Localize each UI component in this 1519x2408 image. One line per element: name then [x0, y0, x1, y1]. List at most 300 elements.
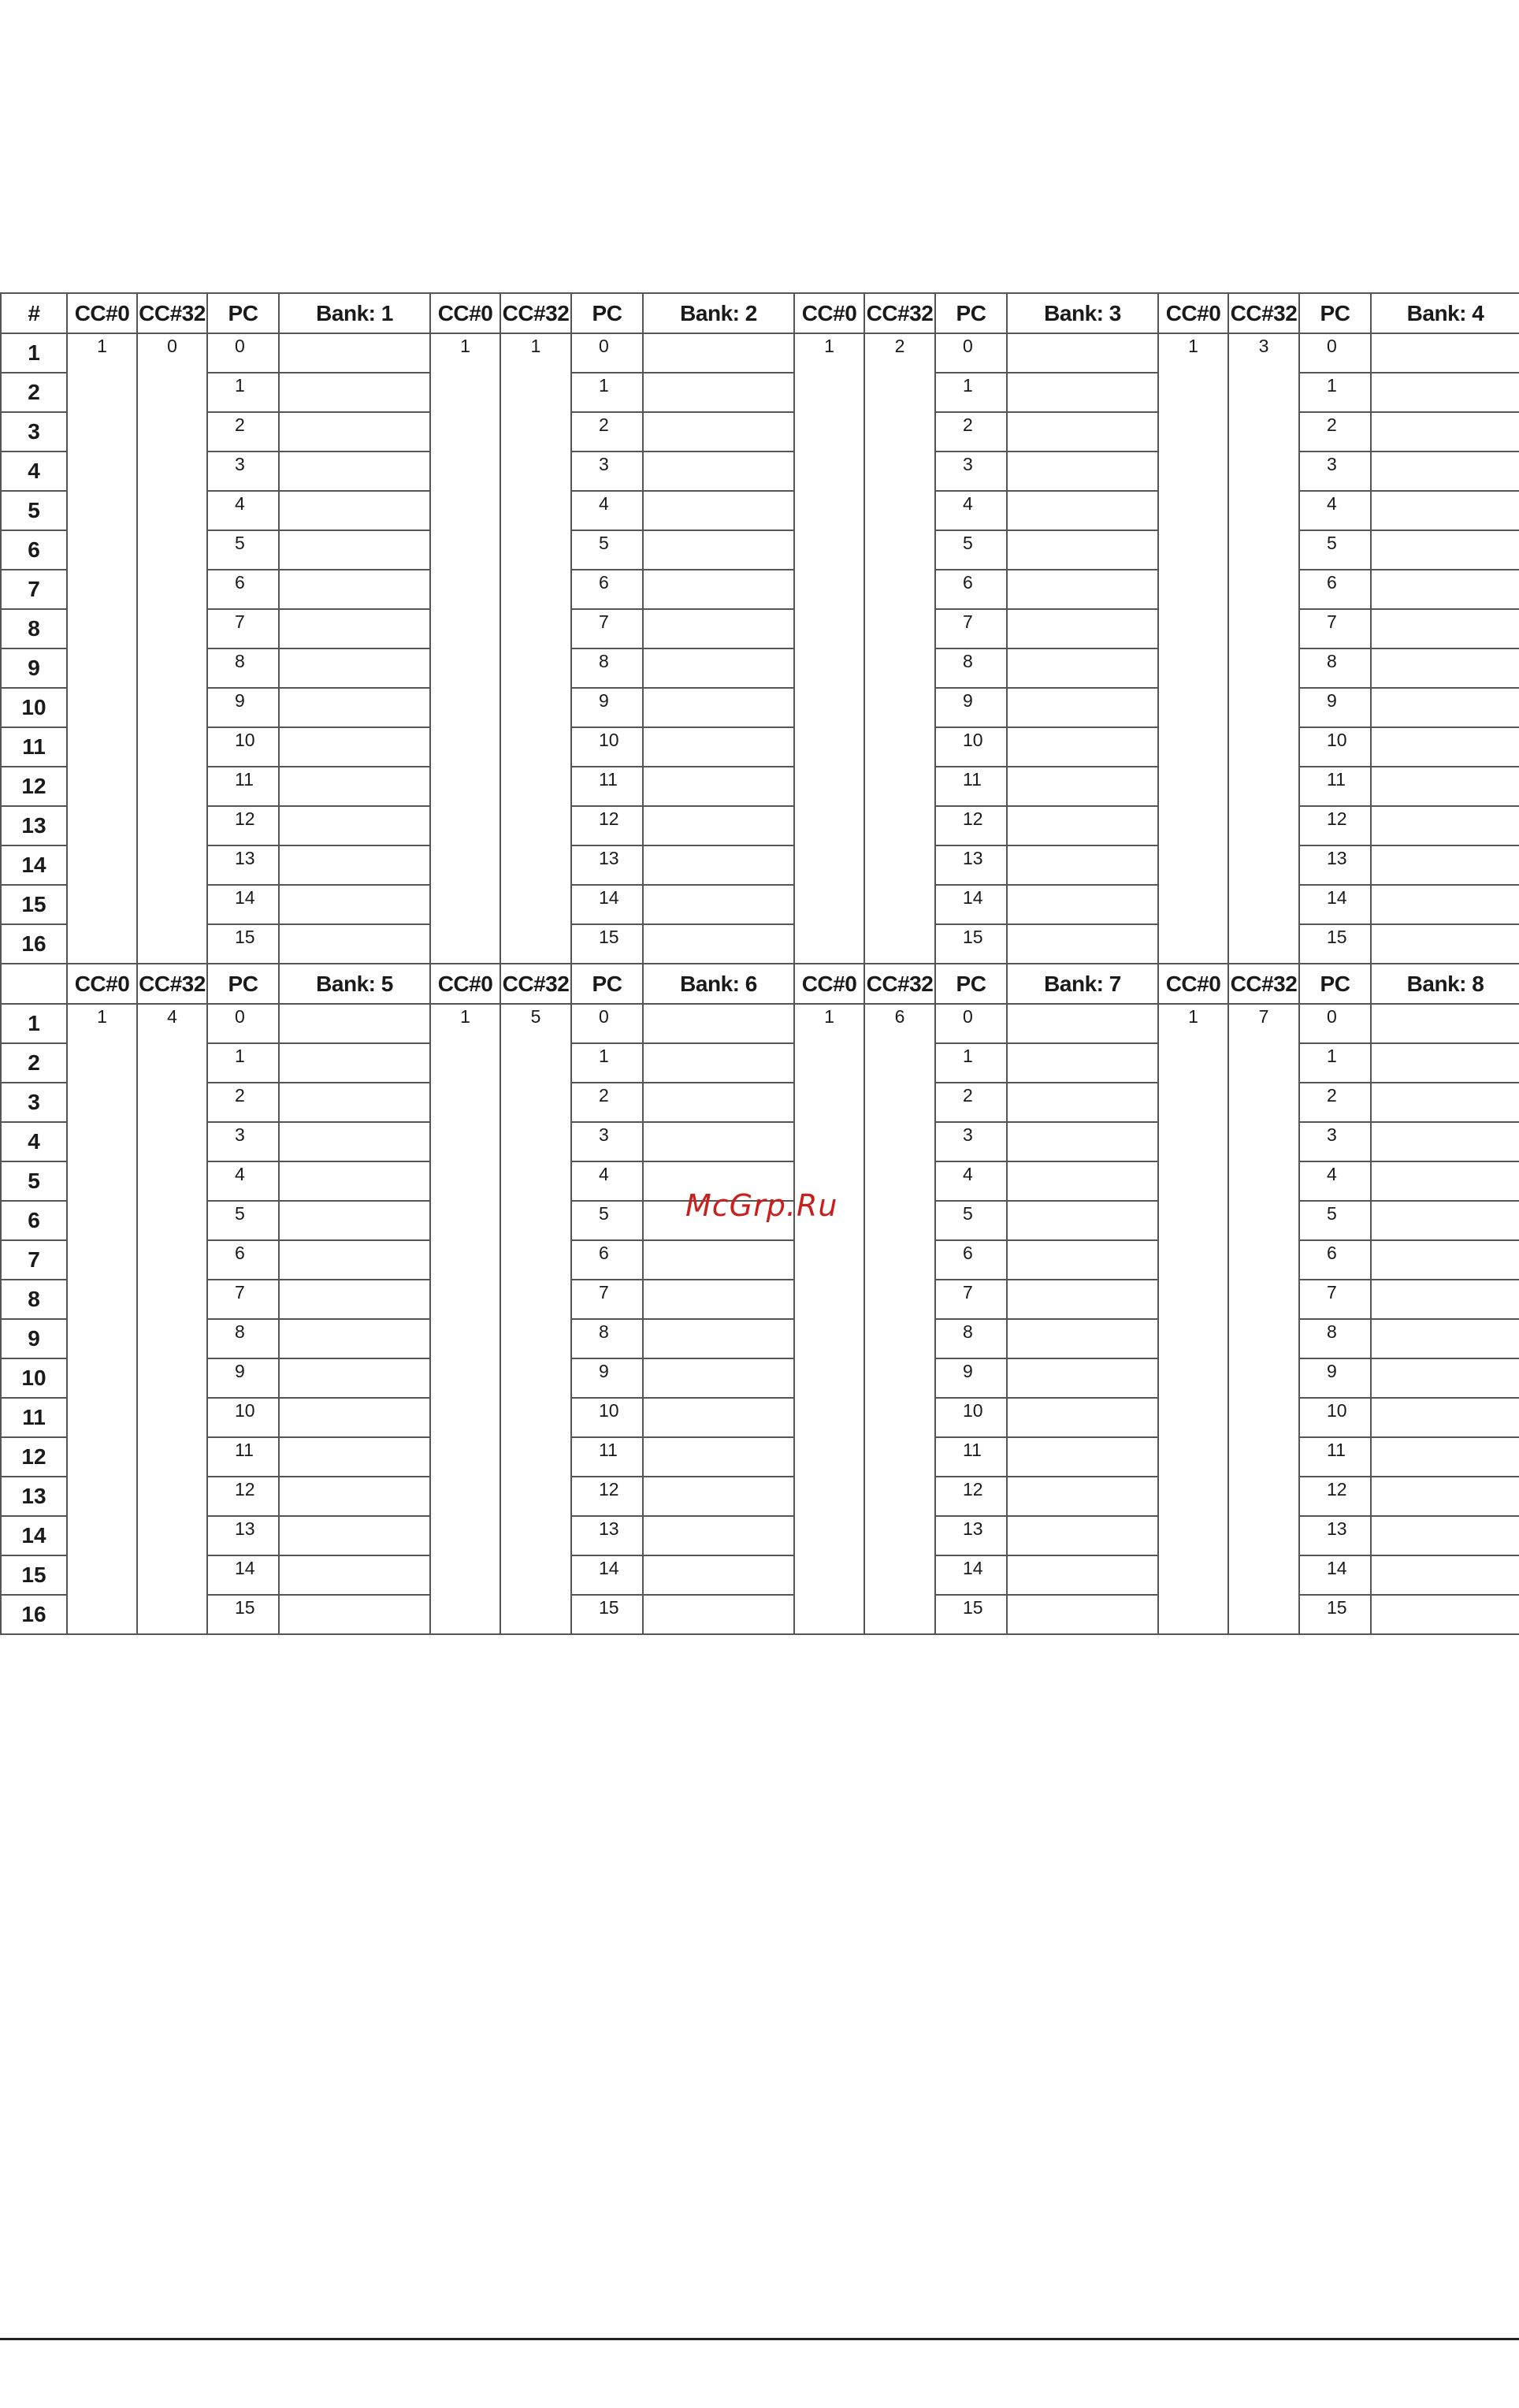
program-name-cell[interactable]	[1371, 1595, 1519, 1634]
cc32-value	[137, 530, 207, 570]
cc0-value	[67, 688, 137, 727]
pc-value: 0	[571, 1004, 643, 1043]
program-name-cell[interactable]	[1371, 373, 1519, 412]
program-name-cell[interactable]	[1371, 609, 1519, 648]
program-name-cell[interactable]	[643, 885, 794, 924]
cc0-value	[794, 727, 864, 767]
program-name-cell[interactable]	[1007, 1240, 1158, 1280]
program-name-cell[interactable]	[1007, 609, 1158, 648]
cc0-value	[1158, 1240, 1228, 1280]
cc0-value	[67, 648, 137, 688]
cc32-value	[1228, 806, 1299, 845]
cc32-value	[864, 1122, 935, 1161]
program-name-cell[interactable]	[279, 1398, 430, 1437]
pc-value: 6	[935, 1240, 1007, 1280]
pc-value: 4	[207, 1161, 279, 1201]
program-name-cell[interactable]	[1371, 1358, 1519, 1398]
program-name-cell[interactable]	[279, 885, 430, 924]
cc32-value	[500, 373, 571, 412]
cc32-value	[1228, 1595, 1299, 1634]
program-name-cell[interactable]	[643, 924, 794, 964]
program-name-cell[interactable]	[1371, 688, 1519, 727]
cc0-value	[430, 806, 500, 845]
pc-value: 10	[571, 727, 643, 767]
program-name-cell[interactable]	[643, 767, 794, 806]
program-name-cell[interactable]	[1007, 1437, 1158, 1477]
cc0-value	[67, 491, 137, 530]
program-name-cell[interactable]	[643, 570, 794, 609]
program-name-cell[interactable]	[1007, 412, 1158, 452]
cc32-value	[1228, 727, 1299, 767]
program-name-cell[interactable]	[279, 845, 430, 885]
program-name-cell[interactable]	[643, 609, 794, 648]
pc-value: 3	[207, 1122, 279, 1161]
program-name-cell[interactable]	[1007, 452, 1158, 491]
cc32-value	[1228, 1319, 1299, 1358]
program-name-cell[interactable]	[279, 530, 430, 570]
program-name-cell[interactable]	[1007, 924, 1158, 964]
pc-value: 3	[571, 1122, 643, 1161]
program-name-cell[interactable]	[643, 530, 794, 570]
program-name-cell[interactable]	[643, 688, 794, 727]
cc0-value	[794, 1122, 864, 1161]
program-name-cell[interactable]	[1007, 333, 1158, 373]
program-name-cell[interactable]	[1007, 1043, 1158, 1083]
pc-value: 1	[207, 373, 279, 412]
cc32-value	[500, 530, 571, 570]
cc0-value	[67, 1122, 137, 1161]
bank-label-header: Bank: 5	[279, 964, 430, 1004]
cc32-value	[500, 648, 571, 688]
pc-value: 4	[1299, 1161, 1371, 1201]
cc0-value	[794, 1043, 864, 1083]
cc32-value	[137, 1280, 207, 1319]
program-name-cell[interactable]	[1371, 1319, 1519, 1358]
program-name-cell[interactable]	[279, 1043, 430, 1083]
program-name-cell[interactable]	[279, 452, 430, 491]
program-name-cell[interactable]	[1371, 1122, 1519, 1161]
cc32-value	[864, 1477, 935, 1516]
cc0-value	[67, 609, 137, 648]
program-name-cell[interactable]	[643, 845, 794, 885]
pc-value: 8	[207, 1319, 279, 1358]
table-row	[1, 333, 1519, 373]
cc32-value	[864, 1358, 935, 1398]
cc32-value	[1228, 1555, 1299, 1595]
program-name-cell[interactable]	[279, 1319, 430, 1358]
program-name-cell[interactable]	[1007, 727, 1158, 767]
cc32-value	[1228, 1516, 1299, 1555]
program-name-cell[interactable]	[279, 412, 430, 452]
section-header-row	[1, 293, 1519, 333]
program-name-cell[interactable]	[643, 1319, 794, 1358]
program-name-cell[interactable]	[279, 1004, 430, 1043]
cc0-value	[67, 1043, 137, 1083]
pc-value: 12	[207, 806, 279, 845]
pc-value: 14	[207, 885, 279, 924]
cc0-value	[430, 1358, 500, 1398]
cc0-value	[430, 609, 500, 648]
program-name-cell[interactable]	[1371, 491, 1519, 530]
cc32-value	[137, 1358, 207, 1398]
pc-value: 9	[1299, 1358, 1371, 1398]
program-name-cell[interactable]	[1007, 1122, 1158, 1161]
program-name-cell[interactable]	[1007, 1595, 1158, 1634]
program-name-cell[interactable]	[643, 333, 794, 373]
pc-value: 8	[1299, 648, 1371, 688]
table-row	[1, 1240, 1519, 1280]
cc0-value	[67, 1437, 137, 1477]
program-name-cell[interactable]	[1007, 1201, 1158, 1240]
cc32-value	[1228, 767, 1299, 806]
cc32-value	[864, 1161, 935, 1201]
program-name-cell[interactable]	[1371, 806, 1519, 845]
pc-value: 13	[207, 1516, 279, 1555]
cc0-value	[67, 767, 137, 806]
cc32-value	[1228, 1358, 1299, 1398]
cc0-value	[1158, 1319, 1228, 1358]
cc0-value	[1158, 806, 1228, 845]
row-number: 10	[1, 1358, 67, 1398]
program-name-cell[interactable]	[279, 1477, 430, 1516]
cc32-value	[137, 1595, 207, 1634]
cc0-value	[1158, 1280, 1228, 1319]
cc0-value	[794, 845, 864, 885]
cc0-value	[1158, 727, 1228, 767]
table-row	[1, 570, 1519, 609]
pc-value: 8	[935, 1319, 1007, 1358]
pc-value: 10	[935, 1398, 1007, 1437]
pc-value: 9	[935, 1358, 1007, 1398]
cc32-value	[864, 845, 935, 885]
pc-header: PC	[571, 293, 643, 333]
program-name-cell[interactable]	[1371, 767, 1519, 806]
pc-value: 7	[571, 1280, 643, 1319]
row-number: 16	[1, 924, 67, 964]
program-name-cell[interactable]	[1371, 648, 1519, 688]
cc0-value	[67, 1161, 137, 1201]
cc0-value	[794, 1437, 864, 1477]
bank-label-header: Bank: 8	[1371, 964, 1519, 1004]
cc32-value	[864, 1319, 935, 1358]
program-name-cell[interactable]	[279, 767, 430, 806]
program-name-cell[interactable]	[1371, 1201, 1519, 1240]
pc-value: 1	[935, 1043, 1007, 1083]
cc32-value	[1228, 1398, 1299, 1437]
program-name-cell[interactable]	[643, 412, 794, 452]
program-name-cell[interactable]	[643, 1477, 794, 1516]
program-name-cell[interactable]	[643, 1437, 794, 1477]
cc0-value	[794, 1516, 864, 1555]
cc32-value	[500, 806, 571, 845]
cc32-value	[500, 1043, 571, 1083]
pc-value: 2	[207, 412, 279, 452]
program-name-cell[interactable]	[1007, 1004, 1158, 1043]
pc-value: 14	[935, 1555, 1007, 1595]
program-name-cell[interactable]	[279, 806, 430, 845]
program-name-cell[interactable]	[279, 1161, 430, 1201]
pc-value: 13	[1299, 845, 1371, 885]
program-name-cell[interactable]	[1007, 1358, 1158, 1398]
pc-value: 6	[935, 570, 1007, 609]
program-name-cell[interactable]	[643, 1516, 794, 1555]
row-number: 10	[1, 688, 67, 727]
row-number: 7	[1, 1240, 67, 1280]
pc-header: PC	[935, 293, 1007, 333]
table-row	[1, 491, 1519, 530]
program-name-cell[interactable]	[279, 1280, 430, 1319]
row-number: 8	[1, 1280, 67, 1319]
cc0-value	[1158, 412, 1228, 452]
program-name-cell[interactable]	[643, 1595, 794, 1634]
cc0-value: 1	[67, 1004, 137, 1043]
cc32-header: CC#32	[864, 293, 935, 333]
program-name-cell[interactable]	[643, 1555, 794, 1595]
cc0-value	[67, 373, 137, 412]
cc32-value	[500, 491, 571, 530]
program-name-cell[interactable]	[1371, 727, 1519, 767]
pc-value: 7	[1299, 1280, 1371, 1319]
cc0-value	[67, 1083, 137, 1122]
cc32-value	[137, 373, 207, 412]
table-row	[1, 609, 1519, 648]
program-name-cell[interactable]	[279, 1201, 430, 1240]
pc-value: 5	[207, 1201, 279, 1240]
cc0-value	[430, 1437, 500, 1477]
cc32-value	[1228, 530, 1299, 570]
cc0-value	[67, 845, 137, 885]
pc-value: 9	[207, 1358, 279, 1398]
cc0-header: CC#0	[67, 964, 137, 1004]
pc-value: 2	[207, 1083, 279, 1122]
program-name-cell[interactable]	[1371, 412, 1519, 452]
program-name-cell[interactable]	[1371, 885, 1519, 924]
pc-value: 15	[935, 924, 1007, 964]
cc32-value	[864, 412, 935, 452]
pc-value: 10	[1299, 1398, 1371, 1437]
cc32-value	[137, 885, 207, 924]
pc-value: 2	[571, 412, 643, 452]
table-row	[1, 530, 1519, 570]
row-number: 5	[1, 1161, 67, 1201]
pc-value: 13	[935, 1516, 1007, 1555]
cc32-value	[864, 1043, 935, 1083]
pc-value: 3	[571, 452, 643, 491]
program-name-cell[interactable]	[1371, 1398, 1519, 1437]
program-name-cell[interactable]	[643, 1083, 794, 1122]
program-name-cell[interactable]	[279, 333, 430, 373]
program-name-cell[interactable]	[1371, 1437, 1519, 1477]
cc32-value	[500, 727, 571, 767]
pc-value: 4	[207, 491, 279, 530]
cc0-value	[67, 1280, 137, 1319]
program-name-cell[interactable]	[279, 1516, 430, 1555]
pc-value: 1	[207, 1043, 279, 1083]
program-name-cell[interactable]	[1371, 1240, 1519, 1280]
program-name-cell[interactable]	[279, 1555, 430, 1595]
cc32-value	[1228, 491, 1299, 530]
program-name-cell[interactable]	[643, 806, 794, 845]
cc0-value	[430, 1595, 500, 1634]
cc32-value	[500, 688, 571, 727]
program-name-cell[interactable]	[1371, 1043, 1519, 1083]
program-name-cell[interactable]	[1007, 688, 1158, 727]
cc0-value	[67, 806, 137, 845]
program-name-cell[interactable]	[1371, 1516, 1519, 1555]
cc32-value	[1228, 648, 1299, 688]
pc-value: 5	[571, 1201, 643, 1240]
cc32-value: 0	[137, 333, 207, 373]
pc-value: 8	[571, 1319, 643, 1358]
program-name-cell[interactable]	[1007, 885, 1158, 924]
program-name-cell[interactable]	[643, 648, 794, 688]
cc0-value	[67, 1516, 137, 1555]
cc32-value	[500, 885, 571, 924]
pc-value: 13	[571, 1516, 643, 1555]
program-name-cell[interactable]	[279, 1122, 430, 1161]
cc32-header: CC#32	[500, 964, 571, 1004]
cc0-value	[794, 412, 864, 452]
program-name-cell[interactable]	[1371, 1555, 1519, 1595]
program-name-cell[interactable]	[643, 373, 794, 412]
row-number: 6	[1, 1201, 67, 1240]
cc32-value	[864, 1516, 935, 1555]
pc-value: 7	[571, 609, 643, 648]
program-name-cell[interactable]	[1007, 1319, 1158, 1358]
pc-value: 4	[571, 491, 643, 530]
pc-value: 0	[935, 333, 1007, 373]
program-name-cell[interactable]	[643, 1358, 794, 1398]
program-name-cell[interactable]	[1371, 1280, 1519, 1319]
cc32-value	[1228, 1437, 1299, 1477]
program-name-cell[interactable]	[1007, 1161, 1158, 1201]
program-name-cell[interactable]	[643, 727, 794, 767]
cc32-value	[864, 491, 935, 530]
program-name-cell[interactable]	[1371, 1477, 1519, 1516]
pc-value: 1	[1299, 373, 1371, 412]
program-name-cell[interactable]	[1007, 1398, 1158, 1437]
program-name-cell[interactable]	[643, 1004, 794, 1043]
program-name-cell[interactable]	[1371, 530, 1519, 570]
table-row	[1, 412, 1519, 452]
cc32-header: CC#32	[137, 964, 207, 1004]
cc0-value	[794, 885, 864, 924]
program-name-cell[interactable]	[1007, 806, 1158, 845]
program-name-cell[interactable]	[1007, 570, 1158, 609]
bank-label-header: Bank: 6	[643, 964, 794, 1004]
cc0-header: CC#0	[794, 293, 864, 333]
cc32-value	[1228, 1161, 1299, 1201]
program-name-cell[interactable]	[279, 491, 430, 530]
program-name-cell[interactable]	[279, 570, 430, 609]
program-name-cell[interactable]	[1007, 767, 1158, 806]
table-row	[1, 688, 1519, 727]
pc-value: 14	[1299, 1555, 1371, 1595]
pc-value: 15	[935, 1595, 1007, 1634]
program-name-cell[interactable]	[1371, 333, 1519, 373]
program-name-cell[interactable]	[1371, 924, 1519, 964]
cc0-value	[67, 1477, 137, 1516]
cc32-value	[1228, 924, 1299, 964]
program-name-cell[interactable]	[1371, 1161, 1519, 1201]
program-name-cell[interactable]	[279, 1437, 430, 1477]
row-number: 2	[1, 373, 67, 412]
program-name-cell[interactable]	[279, 1595, 430, 1634]
cc32-value	[137, 412, 207, 452]
program-name-cell[interactable]	[643, 452, 794, 491]
cc0-value	[794, 806, 864, 845]
cc0-value	[794, 1477, 864, 1516]
program-name-cell[interactable]	[1007, 530, 1158, 570]
program-name-cell[interactable]	[1371, 1083, 1519, 1122]
program-name-cell[interactable]	[279, 1083, 430, 1122]
pc-value: 11	[935, 767, 1007, 806]
cc32-value	[864, 885, 935, 924]
program-name-cell[interactable]	[279, 1240, 430, 1280]
pc-value: 11	[1299, 767, 1371, 806]
cc0-value	[794, 530, 864, 570]
pc-value: 4	[1299, 491, 1371, 530]
program-name-cell[interactable]	[279, 924, 430, 964]
program-name-cell[interactable]	[1007, 1083, 1158, 1122]
cc32-value	[864, 1280, 935, 1319]
program-name-cell[interactable]	[1371, 1004, 1519, 1043]
program-name-cell[interactable]	[1371, 452, 1519, 491]
program-name-cell[interactable]	[643, 1240, 794, 1280]
pc-value: 9	[935, 688, 1007, 727]
program-name-cell[interactable]	[1007, 1516, 1158, 1555]
program-name-cell[interactable]	[643, 1398, 794, 1437]
cc32-value: 1	[500, 333, 571, 373]
cc32-value	[500, 452, 571, 491]
program-name-cell[interactable]	[279, 688, 430, 727]
cc0-value: 1	[1158, 333, 1228, 373]
program-name-cell[interactable]	[1371, 845, 1519, 885]
program-name-cell[interactable]	[1007, 1280, 1158, 1319]
pc-value: 14	[1299, 885, 1371, 924]
cc32-value	[864, 373, 935, 412]
program-name-cell[interactable]	[643, 1043, 794, 1083]
program-name-cell[interactable]	[1007, 1477, 1158, 1516]
program-name-cell[interactable]	[279, 648, 430, 688]
program-name-cell[interactable]	[1007, 1555, 1158, 1595]
cc0-value: 1	[430, 1004, 500, 1043]
cc32-value	[864, 1240, 935, 1280]
cc0-value	[67, 1595, 137, 1634]
program-name-cell[interactable]	[643, 1280, 794, 1319]
program-name-cell[interactable]	[279, 373, 430, 412]
program-name-cell[interactable]	[1007, 845, 1158, 885]
program-name-cell[interactable]	[1371, 570, 1519, 609]
cc32-value	[137, 806, 207, 845]
cc0-value	[1158, 491, 1228, 530]
pc-value: 7	[207, 609, 279, 648]
program-name-cell[interactable]	[1007, 491, 1158, 530]
program-name-cell[interactable]	[1007, 373, 1158, 412]
program-name-cell[interactable]	[279, 727, 430, 767]
cc32-value: 3	[1228, 333, 1299, 373]
program-name-cell[interactable]	[1007, 648, 1158, 688]
cc0-value	[67, 570, 137, 609]
pc-value: 15	[207, 1595, 279, 1634]
program-name-cell[interactable]	[643, 491, 794, 530]
program-name-cell[interactable]	[279, 609, 430, 648]
cc32-value	[137, 491, 207, 530]
row-number: 9	[1, 1319, 67, 1358]
program-name-cell[interactable]	[279, 1358, 430, 1398]
row-number: 4	[1, 452, 67, 491]
program-name-cell[interactable]	[643, 1122, 794, 1161]
